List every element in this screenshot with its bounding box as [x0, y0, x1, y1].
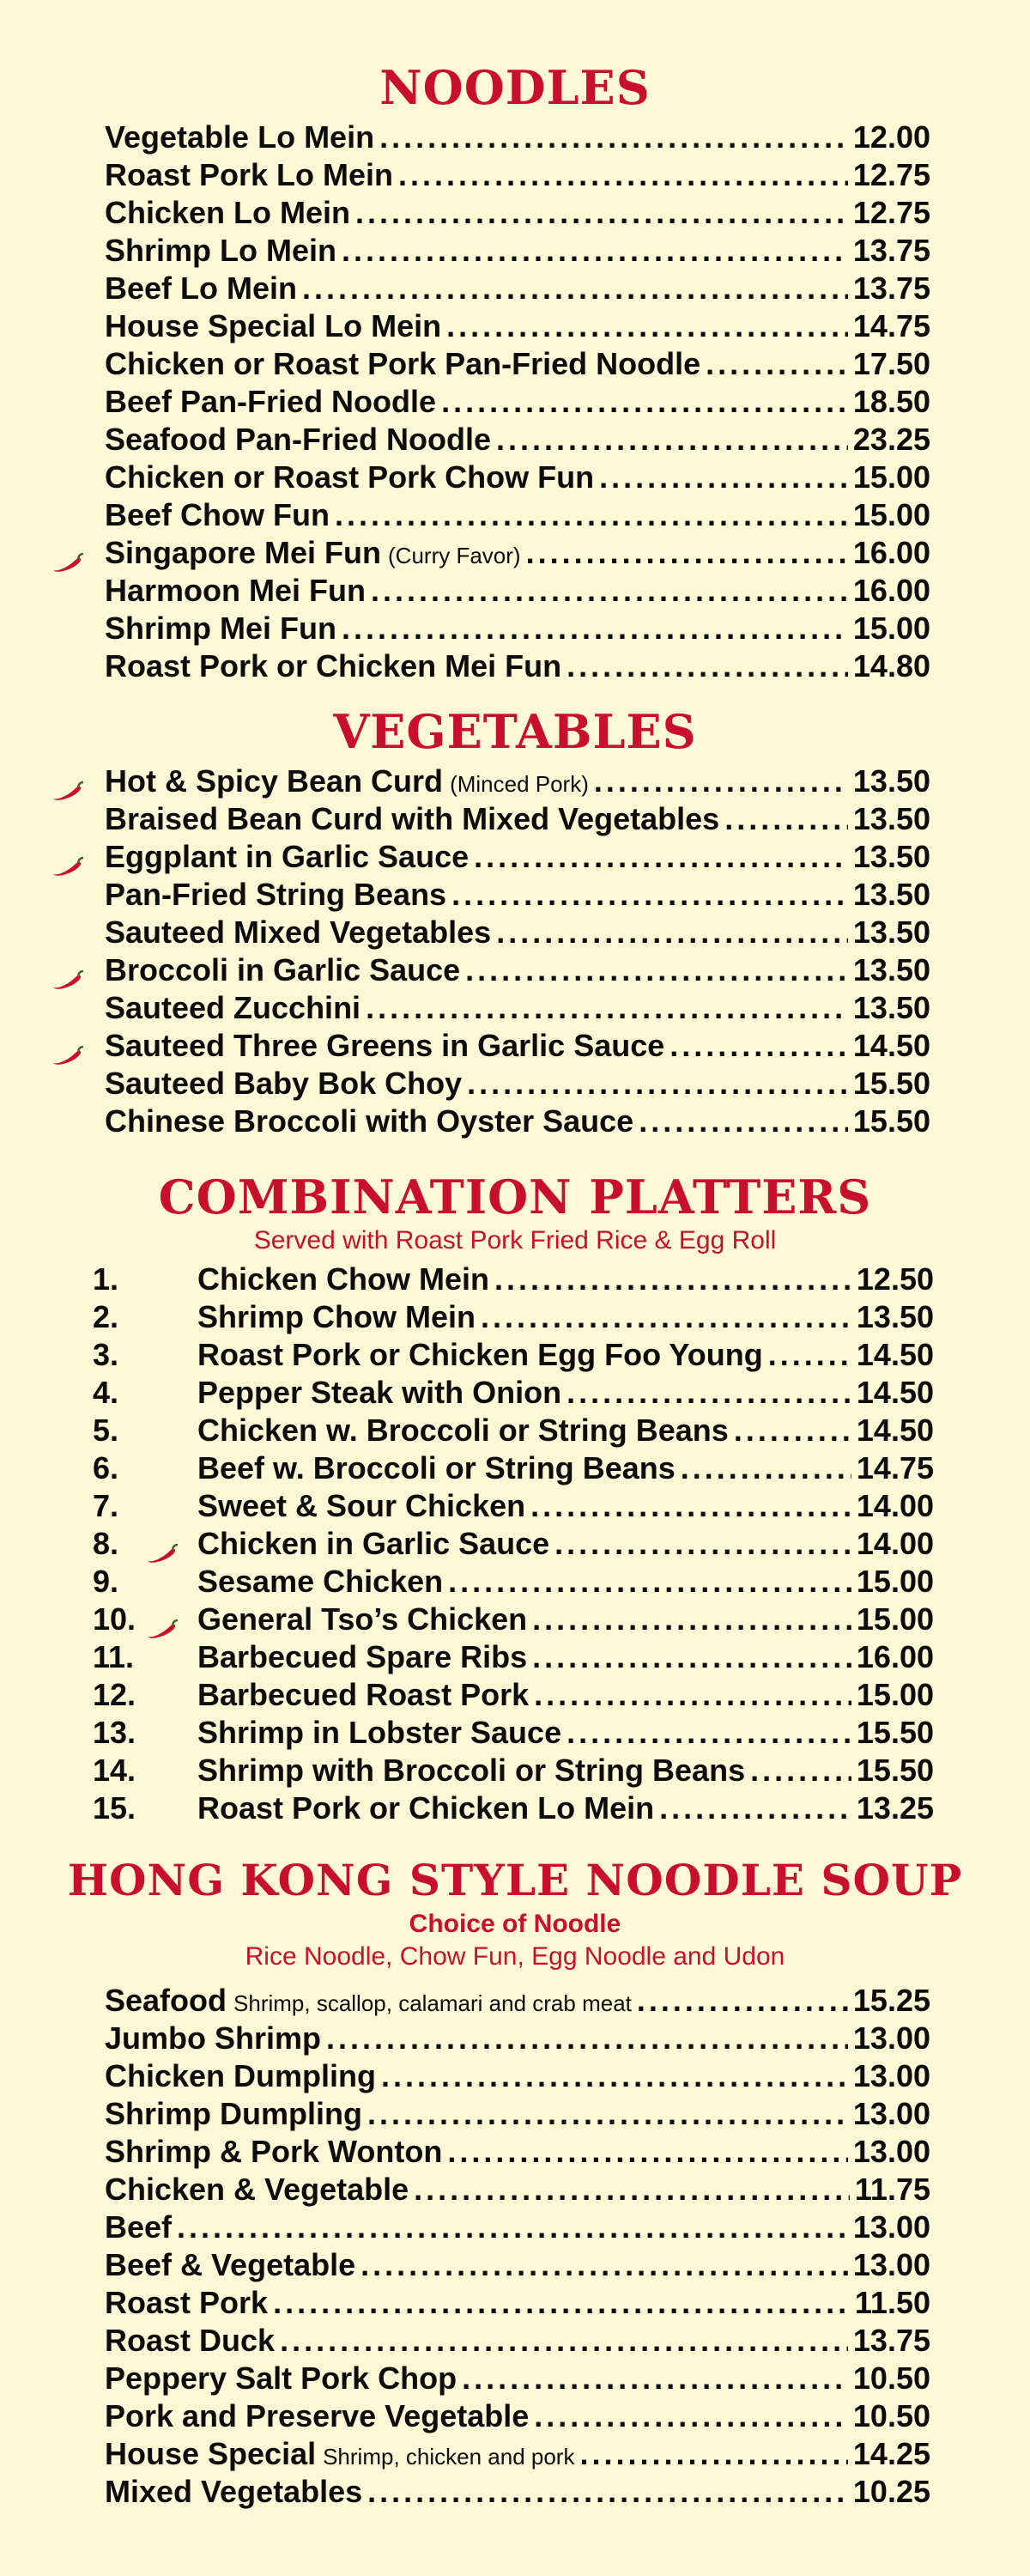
item-price: 15.00: [852, 497, 930, 532]
item-price: 13.75: [852, 270, 930, 306]
item-price: 16.00: [856, 1639, 934, 1674]
menu-item: [105, 762, 930, 800]
item-name: Seafood Pan-Fried Noodle: [105, 422, 492, 457]
item-price: 17.50: [852, 346, 930, 381]
item-name: Jumbo Shrimp: [105, 2020, 322, 2056]
menu-item: [105, 800, 930, 838]
chili-pepper-icon: [50, 848, 84, 869]
dot-leader: [566, 1714, 851, 1752]
item-name: Shrimp Chow Mein: [197, 1299, 476, 1334]
item-name: Shrimp & Pork Wonton: [105, 2134, 443, 2169]
dot-leader: [768, 1336, 851, 1374]
item-price: 15.50: [856, 1753, 934, 1788]
item-name: Chicken or Roast Pork Chow Fun: [105, 459, 595, 495]
item-note: (Curry Favor): [388, 543, 521, 568]
dot-leader: [335, 496, 848, 534]
item-name: Peppery Salt Pork Chop: [105, 2360, 457, 2396]
dot-leader: [451, 876, 848, 914]
item-name: Beef & Vegetable: [105, 2247, 356, 2282]
item-number: 14.: [93, 1753, 136, 1788]
menu-item: [93, 1601, 934, 1638]
menu-item: [105, 232, 930, 270]
item-name: Broccoli in Garlic Sauce: [105, 952, 461, 987]
menu-item: [105, 1982, 930, 2020]
item-name: Chicken Dumpling: [105, 2058, 377, 2093]
menu-item: [105, 2246, 930, 2284]
dot-leader: [414, 2171, 850, 2208]
menu-item: [93, 1336, 934, 1374]
dot-leader: [724, 800, 848, 838]
vegetables-heading: VEGETABLES: [333, 704, 697, 759]
item-name: Barbecued Spare Ribs: [197, 1639, 528, 1674]
dot-leader: [462, 2360, 848, 2397]
menu-item: [105, 914, 930, 951]
dot-leader: [639, 1103, 848, 1140]
item-price: 16.00: [852, 573, 930, 608]
item-name: Sauteed Three Greens in Garlic Sauce: [105, 1028, 665, 1063]
chili-pepper-icon: [144, 1611, 179, 1631]
noodle-soup-subtitle-choice: Choice of Noodle: [409, 1910, 621, 1938]
menu-item: [105, 496, 930, 534]
dot-leader: [530, 1487, 851, 1525]
item-name: Shrimp in Lobster Sauce: [197, 1715, 562, 1750]
item-name: Roast Pork: [105, 2285, 269, 2320]
item-price: 13.50: [856, 1299, 934, 1334]
item-price: 14.50: [856, 1375, 934, 1410]
noodle-soup-list: [0, 1982, 1030, 2511]
menu-item: [93, 1261, 934, 1298]
item-name: Chicken or Roast Pork Pan-Fried Noodle: [105, 346, 701, 381]
noodles-list: [0, 118, 1030, 685]
item-name: General Tso’s Chicken: [197, 1601, 528, 1637]
item-price: 15.50: [856, 1715, 934, 1750]
menu-item: [105, 1027, 930, 1065]
item-price: 13.00: [852, 2209, 930, 2245]
item-name: Beef Chow Fun: [105, 497, 330, 532]
item-price: 14.00: [856, 1526, 934, 1561]
item-name: Beef w. Broccoli or String Beans: [197, 1450, 676, 1485]
item-name: Harmoon Mei Fun: [105, 573, 366, 608]
menu-item: [105, 647, 930, 685]
item-name: Pork and Preserve Vegetable: [105, 2398, 530, 2433]
item-name: Braised Bean Curd with Mixed Vegetables: [105, 801, 720, 836]
item-price: 12.75: [852, 195, 930, 230]
item-name: House Special Lo Mein: [105, 308, 442, 343]
dot-leader: [481, 1298, 851, 1336]
dot-leader: [467, 1065, 848, 1103]
item-name: Shrimp with Broccoli or String Beans: [197, 1753, 746, 1788]
chili-pepper-icon: [50, 544, 84, 565]
dot-leader: [379, 118, 848, 156]
item-price: 15.50: [852, 1103, 930, 1139]
dot-leader: [366, 989, 848, 1027]
dot-leader: [706, 345, 848, 383]
noodles-heading: NOODLES: [379, 60, 651, 115]
item-name: Chicken w. Broccoli or String Beans: [197, 1413, 729, 1448]
dot-leader: [670, 1027, 848, 1065]
menu-item: [93, 1374, 934, 1412]
item-name: Eggplant in Garlic Sauce: [105, 839, 470, 874]
dot-leader: [566, 647, 848, 685]
item-name: Sesame Chicken: [197, 1564, 444, 1599]
item-name: Shrimp Mei Fun: [105, 611, 336, 646]
menu-item: [93, 1638, 934, 1676]
chili-pepper-icon: [144, 1535, 179, 1556]
combination-section: [0, 1170, 1030, 1827]
item-number: 4.: [93, 1375, 119, 1410]
item-number: 9.: [93, 1564, 119, 1599]
item-price: 13.00: [852, 2096, 930, 2131]
dot-leader: [554, 1525, 851, 1563]
item-price: 13.50: [852, 952, 930, 987]
dot-leader: [532, 1638, 851, 1676]
dot-leader: [566, 1374, 851, 1412]
dot-leader: [750, 1752, 851, 1789]
menu-item: [105, 534, 930, 572]
item-price: 15.00: [856, 1564, 934, 1599]
item-price: 13.50: [852, 801, 930, 836]
dot-leader: [594, 762, 848, 800]
dot-leader: [398, 156, 848, 194]
menu-item: [105, 2360, 930, 2397]
dot-leader: [447, 2133, 848, 2171]
dot-leader: [371, 572, 848, 610]
item-name: Pan-Fried String Beans: [105, 877, 447, 912]
item-name: Shrimp Lo Mein: [105, 233, 336, 268]
item-price: 14.50: [852, 1028, 930, 1063]
item-number: 3.: [93, 1337, 119, 1372]
menu-item: [105, 2473, 930, 2511]
item-price: 15.25: [852, 1983, 930, 2018]
menu-item: [105, 951, 930, 989]
item-price: 14.75: [856, 1450, 934, 1485]
item-price: 23.25: [852, 422, 930, 457]
item-number: 6.: [93, 1450, 119, 1485]
item-price: 13.00: [852, 2020, 930, 2056]
item-number: 1.: [93, 1261, 119, 1297]
item-name: House Special: [105, 2436, 317, 2471]
item-name: Chicken Lo Mein: [105, 195, 351, 230]
item-price: 13.00: [852, 2247, 930, 2282]
chili-pepper-icon: [50, 962, 84, 982]
item-price: 14.50: [856, 1413, 934, 1448]
item-note: Shrimp, chicken and pork: [323, 2444, 575, 2470]
dot-leader: [367, 2095, 848, 2133]
menu-item: [105, 2397, 930, 2435]
item-name: Singapore Mei Fun: [105, 535, 382, 570]
item-price: 10.50: [852, 2398, 930, 2433]
dot-leader: [441, 383, 848, 421]
item-number: 15.: [93, 1790, 136, 1826]
dot-leader: [273, 2284, 850, 2322]
menu-item: [105, 2095, 930, 2133]
dot-leader: [496, 421, 848, 459]
menu-item: [93, 1789, 934, 1827]
item-price: 15.00: [852, 611, 930, 646]
menu-item: [93, 1563, 934, 1601]
item-number: 5.: [93, 1413, 119, 1448]
item-number: 12.: [93, 1677, 136, 1712]
menu-item: [93, 1676, 934, 1714]
item-price: 14.25: [852, 2436, 930, 2471]
menu-item: [105, 989, 930, 1027]
combination-list: [0, 1261, 1030, 1827]
dot-leader: [342, 610, 848, 647]
item-number: 7.: [93, 1488, 119, 1523]
dot-leader: [326, 2020, 848, 2057]
dot-leader: [280, 2322, 848, 2360]
item-name: Chicken & Vegetable: [105, 2172, 409, 2207]
item-price: 13.75: [852, 2323, 930, 2358]
item-name: Roast Pork or Chicken Lo Mein: [197, 1790, 655, 1826]
menu-item: [93, 1525, 934, 1563]
item-price: 13.50: [852, 990, 930, 1025]
item-price: 13.75: [852, 233, 930, 268]
dot-leader: [342, 232, 848, 270]
dot-leader: [474, 838, 848, 876]
menu-item: [105, 2171, 930, 2208]
chili-pepper-icon: [50, 773, 84, 793]
dot-leader: [534, 1676, 851, 1714]
item-name: Roast Pork or Chicken Mei Fun: [105, 648, 562, 683]
menu-item: [93, 1298, 934, 1336]
item-number: 8.: [93, 1526, 119, 1561]
dot-leader: [360, 2246, 848, 2284]
vegetables-list: [0, 762, 1030, 1140]
item-name: Vegetable Lo Mein: [105, 119, 375, 155]
item-name: Pepper Steak with Onion: [197, 1375, 562, 1410]
menu-item: [105, 194, 930, 232]
item-price: 12.75: [852, 157, 930, 192]
item-name: Barbecued Roast Pork: [197, 1677, 530, 1712]
dot-leader: [579, 2435, 847, 2473]
item-note: (Minced Pork): [450, 771, 589, 797]
menu-item: [105, 156, 930, 194]
item-price: 13.50: [852, 877, 930, 912]
dot-leader: [659, 1789, 851, 1827]
menu-item: [93, 1752, 934, 1789]
item-price: 10.25: [852, 2474, 930, 2509]
menu-item: [105, 345, 930, 383]
dot-leader: [381, 2057, 848, 2095]
dot-leader: [446, 307, 848, 345]
item-price: 15.00: [856, 1677, 934, 1712]
item-number: 2.: [93, 1299, 119, 1334]
item-name: Beef Lo Mein: [105, 270, 298, 306]
item-price: 11.75: [854, 2172, 930, 2207]
noodle-soup-section: [0, 1853, 1030, 2511]
item-name: Mixed Vegetables: [105, 2474, 363, 2509]
item-price: 15.00: [852, 459, 930, 495]
dot-leader: [302, 270, 848, 307]
item-name: Sweet & Sour Chicken: [197, 1488, 526, 1523]
menu-item: [105, 610, 930, 647]
combination-heading: COMBINATION PLATTERS: [158, 1170, 872, 1224]
item-price: 14.00: [856, 1488, 934, 1523]
item-name: Sauteed Zucchini: [105, 990, 361, 1025]
menu-item: [105, 2133, 930, 2171]
dot-leader: [734, 1412, 851, 1449]
menu-item: [105, 876, 930, 914]
vegetables-section: [0, 704, 1030, 1140]
dot-leader: [599, 459, 848, 496]
noodles-section: [0, 60, 1030, 685]
dot-leader: [448, 1563, 851, 1601]
menu-item: [93, 1449, 934, 1487]
item-price: 10.50: [852, 2360, 930, 2396]
menu-item: [105, 2435, 930, 2473]
item-price: 12.50: [856, 1261, 934, 1297]
item-price: 13.50: [852, 763, 930, 799]
item-price: 15.00: [856, 1601, 934, 1637]
item-name: Seafood: [105, 1983, 227, 2018]
menu-item: [105, 572, 930, 610]
menu-item: [105, 2322, 930, 2360]
item-name: Roast Pork or Chicken Egg Foo Young: [197, 1337, 763, 1372]
dot-leader: [526, 534, 848, 572]
dot-leader: [681, 1449, 851, 1487]
item-number: 13.: [93, 1715, 136, 1750]
menu-item: [105, 270, 930, 307]
item-note: Shrimp, scallop, calamari and crab meat: [233, 1990, 632, 2016]
dot-leader: [637, 1982, 848, 2020]
menu-item: [105, 307, 930, 345]
item-price: 12.00: [852, 119, 930, 155]
item-price: 14.75: [852, 308, 930, 343]
dot-leader: [496, 914, 848, 951]
item-name: Chicken Chow Mein: [197, 1261, 490, 1297]
menu-item: [105, 421, 930, 459]
item-name: Beef Pan-Fried Noodle: [105, 384, 437, 419]
menu-item: [93, 1412, 934, 1449]
item-price: 14.80: [852, 648, 930, 683]
menu-item: [105, 2284, 930, 2322]
menu-item: [93, 1487, 934, 1525]
item-name: Beef: [105, 2209, 173, 2245]
noodle-soup-subtitle-options: Rice Noodle, Chow Fun, Egg Noodle and Udon: [245, 1942, 785, 1971]
item-price: 14.50: [856, 1337, 934, 1372]
combination-subtitle: Served with Roast Pork Fried Rice & Egg Roll: [253, 1226, 777, 1255]
chili-pepper-icon: [50, 1037, 84, 1058]
item-price: 13.00: [852, 2134, 930, 2169]
menu-item: [105, 1065, 930, 1103]
item-price: 16.00: [852, 535, 930, 570]
item-price: 13.50: [852, 839, 930, 874]
menu-item: [105, 2020, 930, 2057]
menu-item: [105, 2057, 930, 2095]
menu-item: [105, 2208, 930, 2246]
item-name: Sauteed Mixed Vegetables: [105, 914, 492, 950]
noodle-soup-heading: HONG KONG STYLE NOODLE SOUP: [67, 1855, 963, 1905]
dot-leader: [465, 951, 848, 989]
dot-leader: [534, 2397, 848, 2435]
item-number: 10.: [93, 1601, 136, 1637]
item-name: Chinese Broccoli with Oyster Sauce: [105, 1103, 634, 1139]
item-name: Roast Pork Lo Mein: [105, 157, 394, 192]
dot-leader: [177, 2208, 848, 2246]
dot-leader: [367, 2473, 848, 2511]
item-name: Chicken in Garlic Sauce: [197, 1526, 550, 1561]
menu-item: [93, 1714, 934, 1752]
dot-leader: [532, 1601, 851, 1638]
item-name: Shrimp Dumpling: [105, 2096, 362, 2131]
menu-item: [105, 383, 930, 421]
dot-leader: [494, 1261, 851, 1298]
item-price: 15.50: [852, 1066, 930, 1101]
item-name: Hot & Spicy Bean Curd: [105, 763, 444, 799]
item-price: 18.50: [852, 384, 930, 419]
item-number: 11.: [93, 1639, 135, 1674]
menu-item: [105, 459, 930, 496]
menu-item: [105, 838, 930, 876]
item-price: 13.00: [852, 2058, 930, 2093]
item-name: Roast Duck: [105, 2323, 276, 2358]
item-price: 13.50: [852, 914, 930, 950]
item-price: 13.25: [856, 1790, 934, 1826]
menu-item: [105, 1103, 930, 1140]
dot-leader: [355, 194, 848, 232]
item-name: Sauteed Baby Bok Choy: [105, 1066, 463, 1101]
menu-item: [105, 118, 930, 156]
item-price: 11.50: [854, 2285, 930, 2320]
